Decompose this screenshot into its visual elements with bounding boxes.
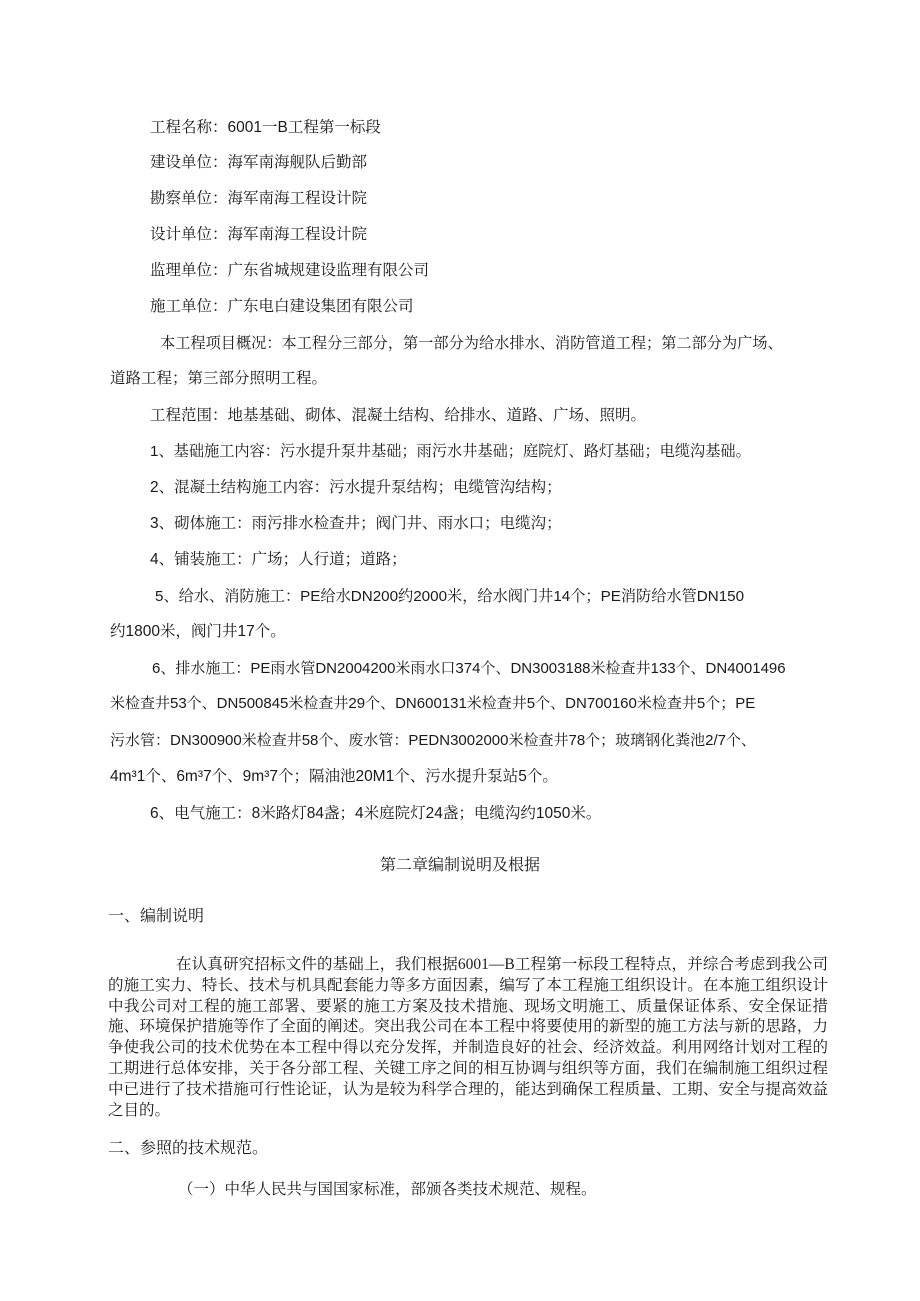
task-foundation: 1、基础施工内容：污水提升泵井基础；雨污水井基础；庭院灯、路灯基础；电缆沟基础。 <box>150 443 751 460</box>
task-electrical: 6、电气施工：8米路灯84盏；4米庭院灯24盏；电缆沟约1050米。 <box>150 805 602 822</box>
standards-item-1: （一）中华人民共与国国家标准，部颁各类技术规范、规程。 <box>178 1181 597 1198</box>
scope-text: 工程范围：地基基础、砌体、混凝土结构、给排水、道路、广场、照明。 <box>150 407 647 424</box>
task-water-line-2: 约1800米，阀门井17个。 <box>110 623 286 640</box>
overview-line-2: 道路工程；第三部分照明工程。 <box>110 370 328 387</box>
task-masonry: 3、砌体施工：雨污排水检查井；阀门井、雨水口；电缆沟； <box>150 515 562 532</box>
overview-line-1: 本工程项目概况：本工程分三部分，第一部分为给水排水、消防管道工程；第二部分为广场、 <box>160 335 783 352</box>
task-drainage-line-2: 米检查井53个、DN500845米检查井29个、DN600131米检查井5个、DN700160米检查井5个；PE <box>110 695 756 712</box>
task-drainage-line-4: 4m³1个、6m³7个、9m³7个；隔油池20M1个、污水提升泵站5个。 <box>110 768 558 785</box>
task-drainage-line-1: 6、排水施工：PE雨水管DN2004200米雨水口374个、DN3003188米检查井133个、DN4001496 <box>152 660 786 677</box>
compilation-paragraph: 在认真研究招标文件的基础上，我们根据6001—B工程第一标段工程特点，并综合考虑到我公司的施工实力、特长、技术与机具配套能力等多方面因素，编写了本工程施工组织设计。在本施工组织设计中我公司对工程的施工部署、要紧的施工方案及技术措施、现场文明施工、质量保证体系、安全保证措施、环境保护措施等作了全面的阐述。突出我公司在本工程中将要使用的新型的施工方法与新的思路，力争使我公司的技术优势在本工程中得以充分发挥，并制造良好的社会、经济效益。利用网络计划对工程的工期进行总体安排，关于各分部工程、关键工序之间的相互协调与组织等方面，我们在编制施工组织过程中已进行了技术措施可行性论证，认为是较为科学合理的，能达到确保工程质量、工期、安全与提高效益之目的。 <box>108 956 828 1119</box>
construction-unit: 施工单位：广东电白建设集团有限公司 <box>150 298 414 315</box>
task-drainage-line-3: 污水管：DN300900米检查井58个、废水管：PEDN3002000米检查井78个；玻璃钢化粪池2/7个、 <box>110 732 757 749</box>
survey-unit: 勘察单位：海军南海工程设计院 <box>150 190 368 207</box>
chapter-title: 第二章编制说明及根据 <box>380 857 541 874</box>
section-heading-standards: 二、参照的技术规范。 <box>108 1140 269 1157</box>
task-water-line-1: 5、给水、消防施工：PE给水DN200约2000米，给水阀门井14个；PE消防给水管DN150 <box>155 588 745 605</box>
section-heading-compilation: 一、编制说明 <box>108 908 205 925</box>
task-paving: 4、铺装施工：广场；人行道；道路； <box>150 551 407 568</box>
supervision-unit: 监理单位：广东省城规建设监理有限公司 <box>150 262 430 279</box>
task-concrete: 2、混凝土结构施工内容：污水提升泵结构；电缆管沟结构； <box>150 479 562 496</box>
builder-unit: 建设单位：海军南海舰队后勤部 <box>150 154 368 171</box>
project-name: 工程名称：6001一B工程第一标段 <box>150 119 381 136</box>
design-unit: 设计单位：海军南海工程设计院 <box>150 226 368 243</box>
